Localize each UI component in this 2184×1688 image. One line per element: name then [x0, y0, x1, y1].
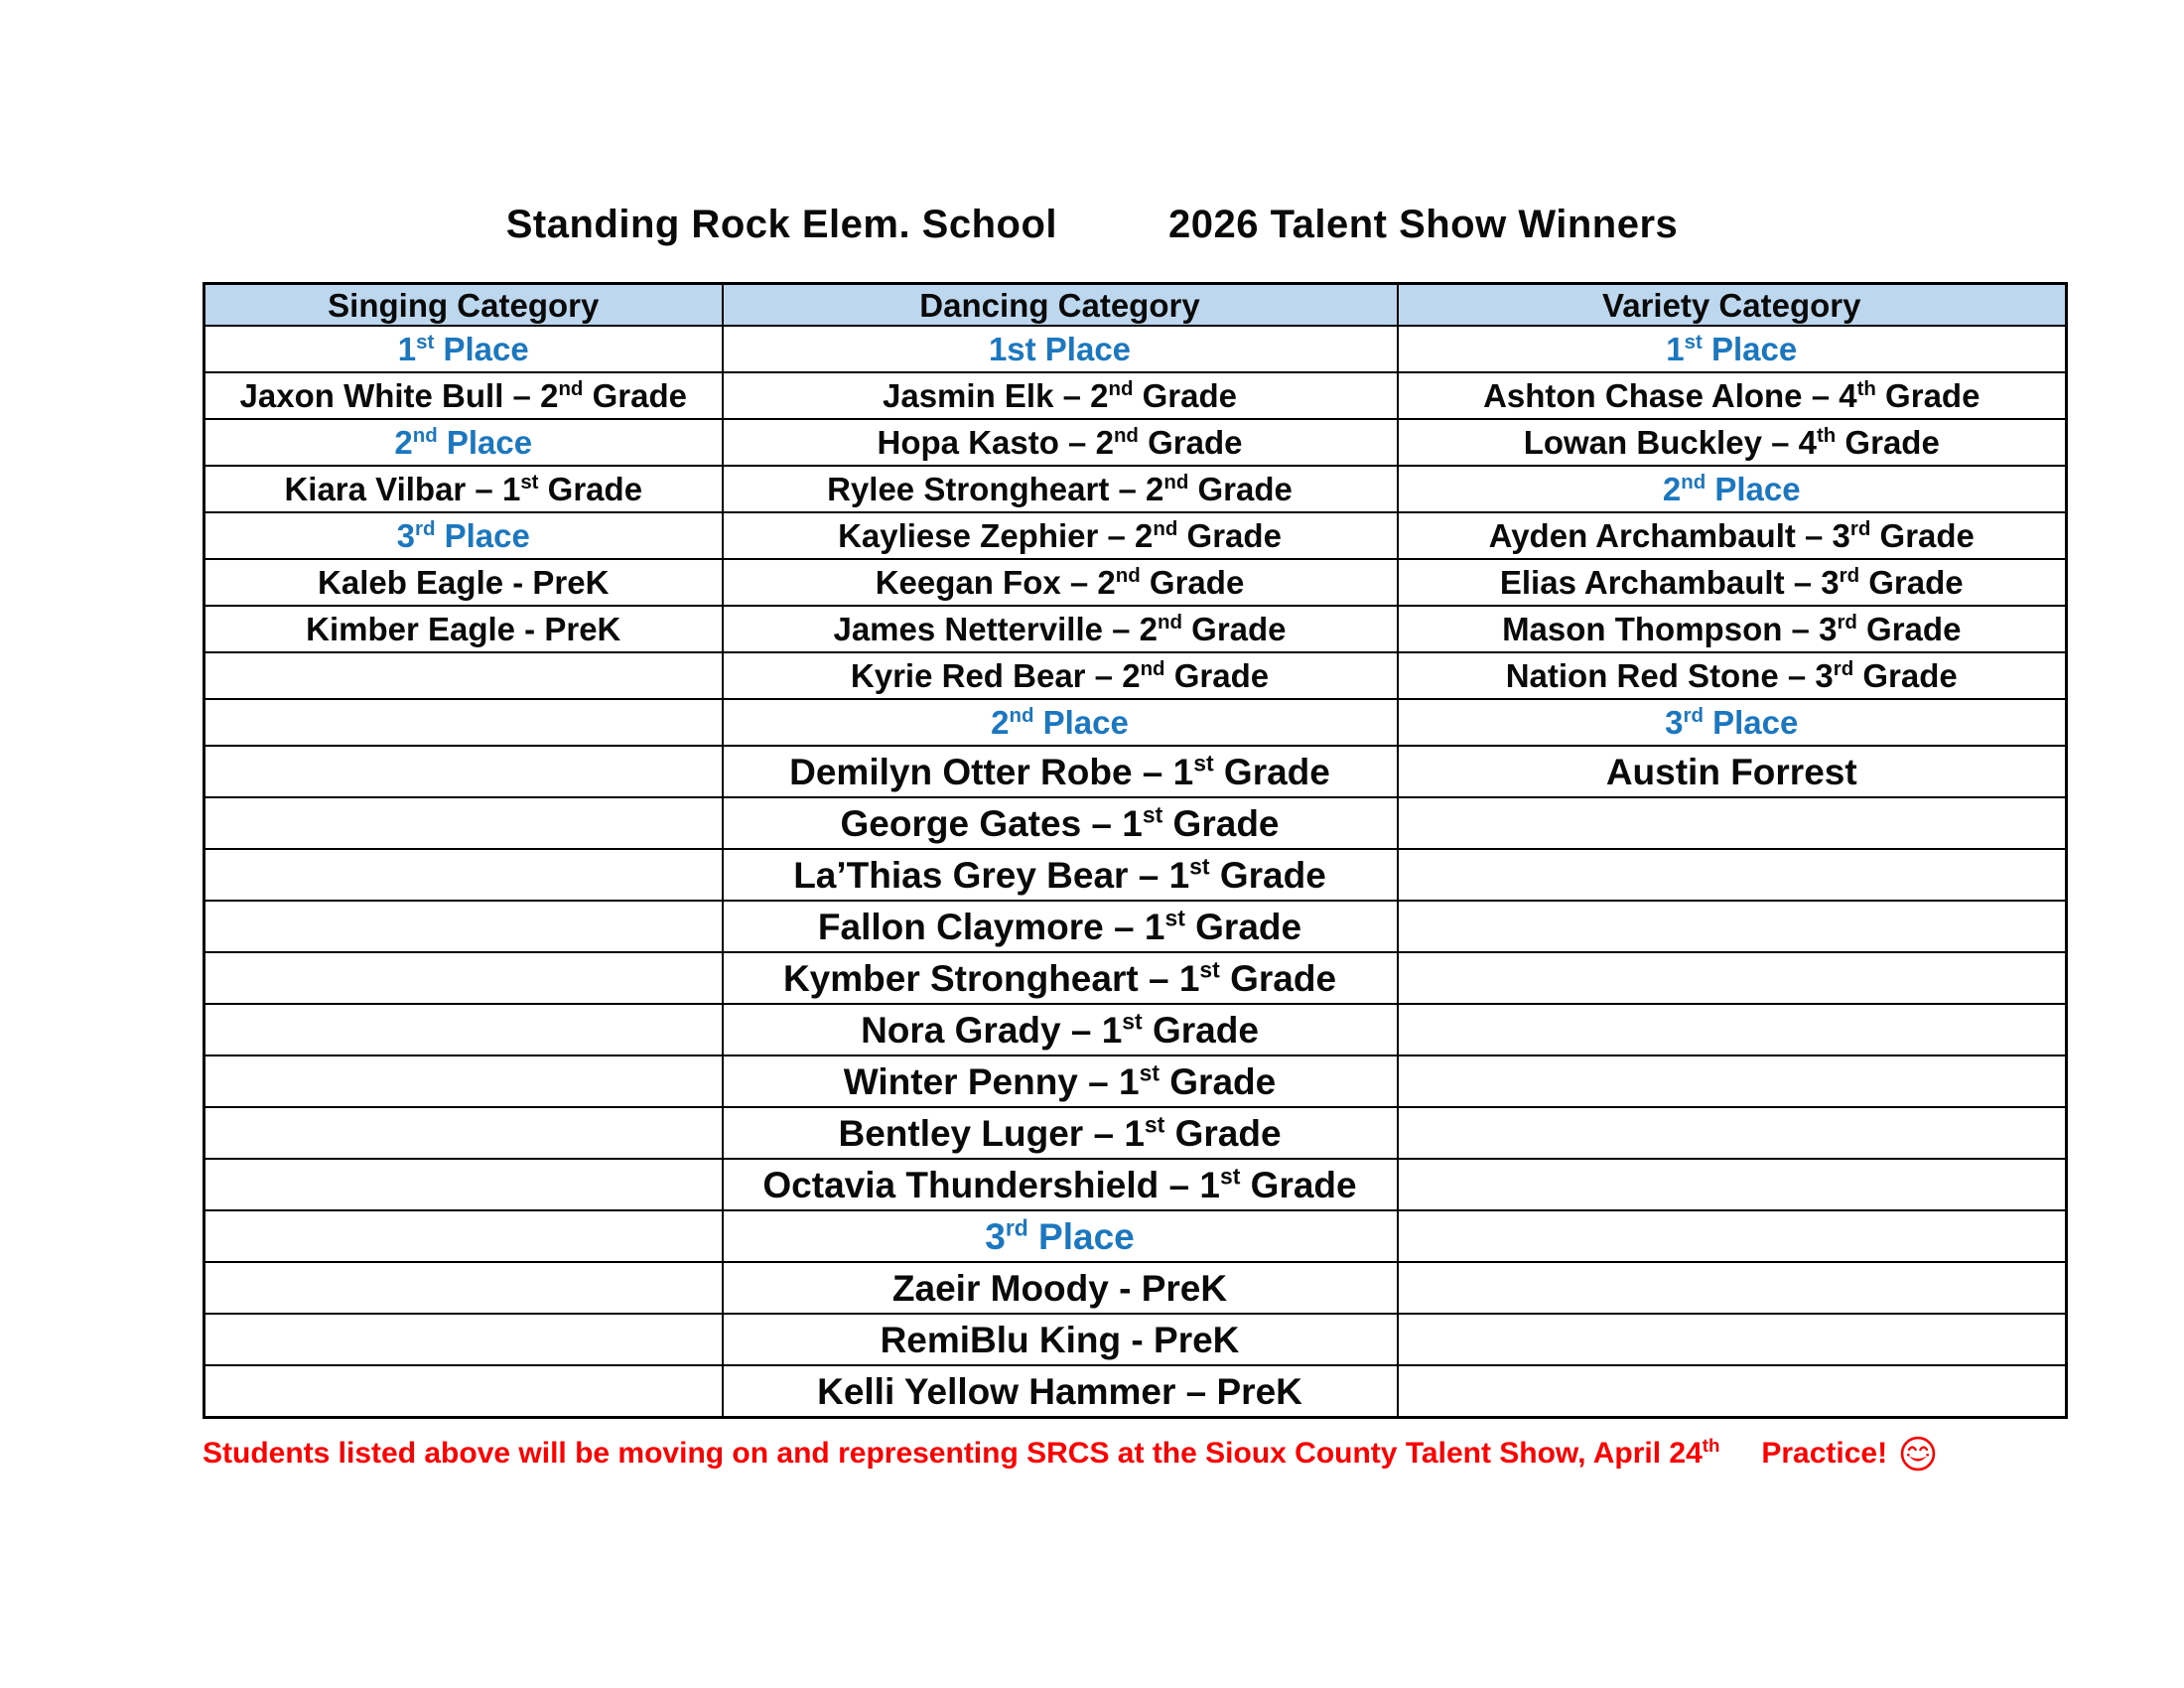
ordinal-suffix: st: [1139, 1059, 1160, 1086]
place-heading-cell: 3rd Place: [723, 1210, 1398, 1262]
winner-name-cell: Hopa Kasto – 2nd Grade: [723, 419, 1398, 466]
ordinal-suffix: rd: [1005, 1214, 1028, 1241]
table-row: [205, 1314, 2067, 1365]
ordinal-suffix: st: [1164, 905, 1185, 931]
winner-name-cell: Kimber Eagle - PreK: [205, 606, 723, 652]
table-row: [205, 849, 2067, 901]
empty-cell: [1398, 797, 2067, 849]
ordinal-suffix: nd: [1115, 564, 1141, 587]
smiling-face-icon: [1899, 1435, 1937, 1473]
winners-table: [203, 282, 2068, 1419]
empty-cell: [205, 1262, 723, 1314]
ordinal-suffix: th: [1702, 1435, 1720, 1456]
winner-name-cell: Lowan Buckley – 4th Grade: [1398, 419, 2067, 466]
empty-cell: [205, 1055, 723, 1107]
empty-cell: [1398, 1262, 2067, 1314]
winner-name-cell: RemiBlu King - PreK: [723, 1314, 1398, 1365]
winner-name-cell: Mason Thompson – 3rd Grade: [1398, 606, 2067, 652]
empty-cell: [1398, 1314, 2067, 1365]
table-row: [205, 1004, 2067, 1055]
winner-name-cell: Elias Archambault – 3rd Grade: [1398, 559, 2067, 606]
page-title: [0, 203, 2184, 247]
winner-name-cell: Kaleb Eagle - PreK: [205, 559, 723, 606]
empty-cell: [205, 1210, 723, 1262]
table-row: [205, 901, 2067, 952]
table-row: [205, 1210, 2067, 1262]
place-heading-cell: 2nd Place: [1398, 466, 2067, 512]
empty-cell: [205, 797, 723, 849]
ordinal-suffix: nd: [1108, 377, 1134, 400]
ordinal-suffix: st: [520, 471, 539, 493]
ordinal-suffix: th: [1816, 424, 1837, 447]
table-row: [205, 1262, 2067, 1314]
ordinal-suffix: th: [1856, 377, 1876, 400]
ordinal-suffix: rd: [1849, 517, 1871, 540]
table-row: [205, 797, 2067, 849]
place-heading-cell: 3rd Place: [1398, 699, 2067, 746]
footer-note: [203, 1435, 2065, 1473]
ordinal-suffix: rd: [1839, 564, 1860, 587]
table-row: [205, 372, 2067, 419]
ordinal-suffix: nd: [1163, 471, 1189, 493]
ordinal-suffix: rd: [1837, 611, 1857, 633]
winner-name-cell: Demilyn Otter Robe – 1st Grade: [723, 746, 1398, 797]
place-heading-cell: 2nd Place: [205, 419, 723, 466]
table-row: [205, 606, 2067, 652]
winner-name-cell: Zaeir Moody - PreK: [723, 1262, 1398, 1314]
table-row: [205, 559, 2067, 606]
empty-cell: [1398, 1004, 2067, 1055]
ordinal-suffix: nd: [1158, 611, 1182, 633]
empty-cell: [1398, 1210, 2067, 1262]
winner-name-cell: Jasmin Elk – 2nd Grade: [723, 372, 1398, 419]
table-row: [205, 512, 2067, 559]
empty-cell: [1398, 901, 2067, 952]
winner-name-cell: Ayden Archambault – 3rd Grade: [1398, 512, 2067, 559]
table-header-row: [205, 284, 2067, 327]
winner-name-cell: Jaxon White Bull – 2nd Grade: [205, 372, 723, 419]
empty-cell: [205, 1314, 723, 1365]
empty-cell: [205, 901, 723, 952]
empty-cell: [1398, 1055, 2067, 1107]
column-header-dancing: Dancing Category: [723, 284, 1398, 327]
winner-name-cell: Bentley Luger – 1st Grade: [723, 1107, 1398, 1159]
ordinal-suffix: nd: [1153, 517, 1178, 540]
empty-cell: [1398, 1159, 2067, 1210]
winner-name-cell: Nation Red Stone – 3rd Grade: [1398, 652, 2067, 699]
place-heading-cell: 1st Place: [1398, 326, 2067, 372]
ordinal-suffix: st: [1189, 853, 1210, 880]
ordinal-suffix: rd: [1683, 704, 1704, 727]
ordinal-suffix: st: [1684, 331, 1703, 353]
ordinal-suffix: nd: [558, 377, 584, 400]
empty-cell: [205, 652, 723, 699]
empty-cell: [1398, 1107, 2067, 1159]
table-row: [205, 1107, 2067, 1159]
ordinal-suffix: st: [1193, 750, 1214, 776]
empty-cell: [205, 952, 723, 1004]
winner-name-cell: Keegan Fox – 2nd Grade: [723, 559, 1398, 606]
place-heading-cell: 2nd Place: [723, 699, 1398, 746]
empty-cell: [1398, 849, 2067, 901]
column-header-singing: Singing Category: [205, 284, 723, 327]
empty-cell: [205, 699, 723, 746]
ordinal-suffix: st: [1142, 801, 1163, 828]
ordinal-suffix: rd: [415, 517, 436, 540]
ordinal-suffix: rd: [1833, 657, 1854, 680]
title-school-name: Standing Rock Elem. School: [505, 203, 1058, 246]
ordinal-suffix: st: [1199, 956, 1220, 983]
place-heading-cell: 1st Place: [723, 326, 1398, 372]
footer-note-main: Students listed above will be moving on and representing SRCS at the Sioux County Talent Show, April 24: [203, 1437, 1703, 1470]
table-row: [205, 699, 2067, 746]
winner-name-cell: James Netterville – 2nd Grade: [723, 606, 1398, 652]
empty-cell: [205, 1159, 723, 1210]
empty-cell: [205, 1107, 723, 1159]
winner-name-cell: Kymber Strongheart – 1st Grade: [723, 952, 1398, 1004]
document-content: [203, 282, 2065, 1473]
footer-note-text: [203, 1437, 1719, 1471]
table-row: [205, 419, 2067, 466]
ordinal-suffix: nd: [1009, 704, 1034, 727]
winner-name-cell: Ashton Chase Alone – 4th Grade: [1398, 372, 2067, 419]
winner-name-cell: Octavia Thundershield – 1st Grade: [723, 1159, 1398, 1210]
ordinal-suffix: nd: [1681, 471, 1706, 493]
empty-cell: [1398, 1365, 2067, 1418]
ordinal-suffix: st: [416, 331, 435, 353]
place-heading-cell: 1st Place: [205, 326, 723, 372]
table-row: [205, 652, 2067, 699]
ordinal-suffix: nd: [1140, 657, 1165, 680]
column-header-variety: Variety Category: [1398, 284, 2067, 327]
winner-name-cell: Fallon Claymore – 1st Grade: [723, 901, 1398, 952]
empty-cell: [205, 849, 723, 901]
winner-name-cell: Winter Penny – 1st Grade: [723, 1055, 1398, 1107]
table-row: [205, 952, 2067, 1004]
title-event-name: 2026 Talent Show Winners: [1168, 203, 1679, 246]
winner-name-cell: La’Thias Grey Bear – 1st Grade: [723, 849, 1398, 901]
winner-name-cell: Austin Forrest: [1398, 746, 2067, 797]
winner-name-cell: Rylee Strongheart – 2nd Grade: [723, 466, 1398, 512]
empty-cell: [1398, 952, 2067, 1004]
empty-cell: [205, 1365, 723, 1418]
ordinal-suffix: nd: [412, 424, 438, 447]
table-row: [205, 1159, 2067, 1210]
practice-text: Practice!: [1761, 1437, 1888, 1470]
table-row: [205, 1365, 2067, 1418]
winner-name-cell: Kiara Vilbar – 1st Grade: [205, 466, 723, 512]
place-heading-cell: 3rd Place: [205, 512, 723, 559]
empty-cell: [205, 746, 723, 797]
winner-name-cell: Kyrie Red Bear – 2nd Grade: [723, 652, 1398, 699]
winner-name-cell: Nora Grady – 1st Grade: [723, 1004, 1398, 1055]
winner-name-cell: Kelli Yellow Hammer – PreK: [723, 1365, 1398, 1418]
winner-name-cell: George Gates – 1st Grade: [723, 797, 1398, 849]
empty-cell: [205, 1004, 723, 1055]
ordinal-suffix: st: [1219, 1163, 1241, 1190]
table-row: [205, 466, 2067, 512]
ordinal-suffix: nd: [1113, 424, 1139, 447]
table-row: [205, 1055, 2067, 1107]
ordinal-suffix: st: [1122, 1008, 1143, 1035]
table-row: [205, 326, 2067, 372]
winner-name-cell: Kayliese Zephier – 2nd Grade: [723, 512, 1398, 559]
ordinal-suffix: st: [1144, 1111, 1165, 1138]
table-row: [205, 746, 2067, 797]
